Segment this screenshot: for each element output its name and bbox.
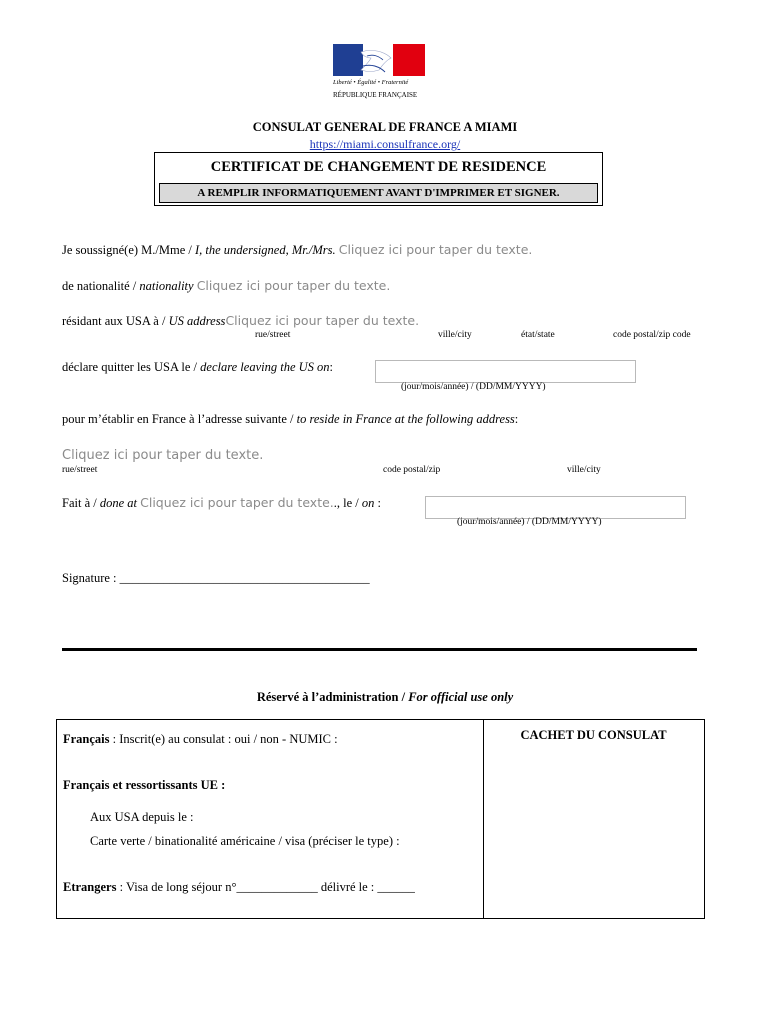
us-zip-caption: code postal/zip code <box>613 330 691 340</box>
consulate-name: CONSULAT GENERAL DE FRANCE A MIAMI <box>252 120 518 134</box>
nationality-input[interactable]: Cliquez ici pour taper du texte. <box>196 278 391 293</box>
reside-colon: : <box>514 412 519 426</box>
francais-text: : Inscrit(e) au consulat : oui / non - NUMIC : <box>109 732 338 746</box>
ue-label: Français et ressortissants UE : <box>63 778 226 792</box>
marianne-logo-icon <box>333 44 427 78</box>
admin-heading-fr: Réservé à l’administration / <box>256 690 409 704</box>
done-at-input[interactable]: Cliquez ici pour taper du texte. <box>140 495 334 510</box>
undersigned-line <box>62 242 532 258</box>
us-address-label-en: US address <box>168 314 226 328</box>
republic-logo <box>333 44 427 104</box>
leaving-line <box>62 360 333 375</box>
logo-motto: Liberté • Égalité • Fraternité <box>333 79 409 86</box>
leaving-label: déclare quitter les USA le / <box>62 360 201 374</box>
us-address-input[interactable]: Cliquez ici pour taper du texte. <box>225 313 420 328</box>
on-separator: ., le / <box>333 496 362 510</box>
nationality-line <box>62 278 390 294</box>
us-address-label: résidant aux USA à / <box>62 314 169 328</box>
on-colon: : <box>374 496 381 510</box>
done-at-label: Fait à / <box>62 496 100 510</box>
reside-label: pour m’établir en France à l’adresse suivante / <box>62 412 297 426</box>
done-at-line <box>62 495 381 511</box>
logo-republic: RÉPUBLIQUE FRANÇAISE <box>333 91 418 99</box>
us-city-caption: ville/city <box>438 330 472 340</box>
reside-line <box>62 412 518 427</box>
section-divider <box>62 648 697 651</box>
reside-label-en: to reside in France at the following address <box>296 412 515 426</box>
consulate-website-link[interactable]: https://miami.consulfrance.org/ <box>309 137 461 151</box>
page-title: CERTIFICAT DE CHANGEMENT DE RESIDENCE <box>210 159 547 175</box>
usa-since: Aux USA depuis le : <box>90 810 194 824</box>
done-at-label-en: done at <box>99 496 137 510</box>
undersigned-label-en: I, the undersigned, Mr./Mrs. <box>194 243 336 257</box>
france-address-input[interactable]: Cliquez ici pour taper du texte. <box>62 448 264 463</box>
consulate-stamp-label: CACHET DU CONSULAT <box>520 728 667 742</box>
fr-street-caption: rue/street <box>62 465 98 475</box>
fr-city-caption: ville/city <box>567 465 601 475</box>
nationality-label: de nationalité / <box>62 279 140 293</box>
signature-line: Signature : ________________________________________ <box>62 571 370 585</box>
subtitle: A REMPLIR INFORMATIQUEMENT AVANT D'IMPRIMER ET SIGNER. <box>197 187 560 199</box>
subtitle-bar <box>159 183 598 203</box>
us-address-line <box>62 313 419 329</box>
fr-zip-caption: code postal/zip <box>383 465 441 475</box>
signing-date-hint: (jour/mois/année) / (DD/MM/YYYY) <box>457 517 602 527</box>
green-card: Carte verte / binationalité américaine / visa (préciser le type) : <box>90 834 400 848</box>
undersigned-label: Je soussigné(e) M./Mme / <box>62 243 195 257</box>
foreign-row <box>63 880 415 895</box>
undersigned-input[interactable]: Cliquez ici pour taper du texte. <box>338 242 533 257</box>
us-street-caption: rue/street <box>255 330 291 340</box>
nationality-label-en: nationality <box>139 279 194 293</box>
on-label-en: on <box>361 496 375 510</box>
leaving-colon: : <box>329 360 333 374</box>
foreign-text: : Visa de long séjour n°_____________ délivré le : ______ <box>116 880 415 894</box>
francais-label: Français <box>63 732 110 746</box>
admin-heading-en: For official use only <box>408 690 514 704</box>
signing-date-input[interactable] <box>425 496 686 519</box>
leaving-date-input[interactable] <box>375 360 636 383</box>
admin-table-divider <box>483 719 484 918</box>
title-box <box>154 152 603 206</box>
francais-row <box>63 732 338 747</box>
admin-heading <box>0 690 770 705</box>
us-state-caption: état/state <box>521 330 555 340</box>
leaving-label-en: declare leaving the US on <box>200 360 330 374</box>
leaving-date-hint: (jour/mois/année) / (DD/MM/YYYY) <box>401 382 546 392</box>
foreign-label: Etrangers <box>63 880 117 894</box>
